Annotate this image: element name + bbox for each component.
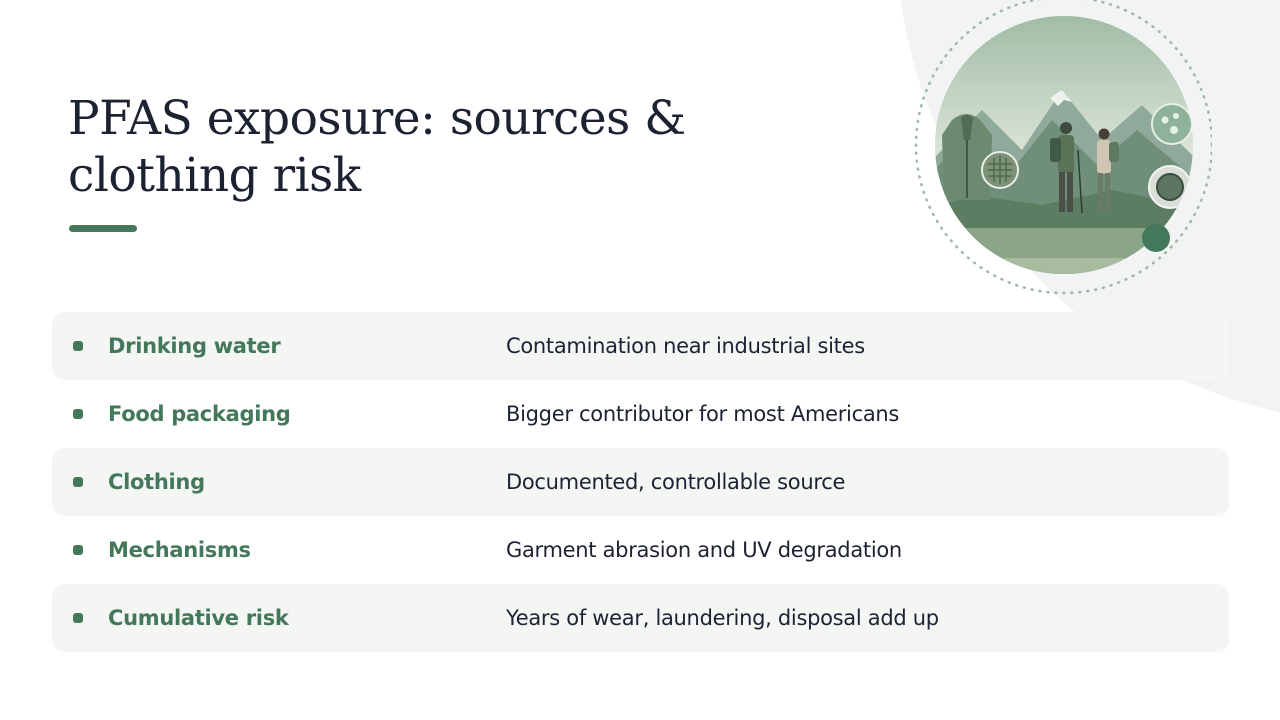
slide-title: PFAS exposure: sources & clothing risk <box>68 91 686 203</box>
source-description: Garment abrasion and UV degradation <box>506 538 902 562</box>
bullet-marker <box>73 545 83 555</box>
water-droplet-icon <box>1152 104 1192 144</box>
source-term: Mechanisms <box>108 538 251 562</box>
washing-machine-icon <box>1149 166 1191 208</box>
bullet-marker <box>73 477 83 487</box>
source-description: Years of wear, laundering, disposal add up <box>506 606 939 630</box>
list-item <box>52 312 1229 380</box>
list-item <box>52 516 1229 584</box>
source-term: Clothing <box>108 470 205 494</box>
source-description: Bigger contributor for most Americans <box>506 402 900 426</box>
rain-jacket-icon <box>942 114 992 200</box>
source-description: Documented, controllable source <box>506 470 846 494</box>
bullet-marker <box>73 409 83 419</box>
source-description: Contamination near industrial sites <box>506 334 865 358</box>
list-item <box>52 448 1229 516</box>
source-term: Drinking water <box>108 334 281 358</box>
list-item <box>52 380 1229 448</box>
bullet-marker <box>73 341 83 351</box>
fabric-magnifier-icon <box>982 152 1018 188</box>
list-item <box>52 584 1229 652</box>
bullet-marker <box>73 613 83 623</box>
title-underline <box>69 225 137 232</box>
exposure-sources-list <box>52 312 1229 652</box>
hiking-illustration <box>912 0 1212 300</box>
source-term: Food packaging <box>108 402 291 426</box>
source-term: Cumulative risk <box>108 606 289 630</box>
